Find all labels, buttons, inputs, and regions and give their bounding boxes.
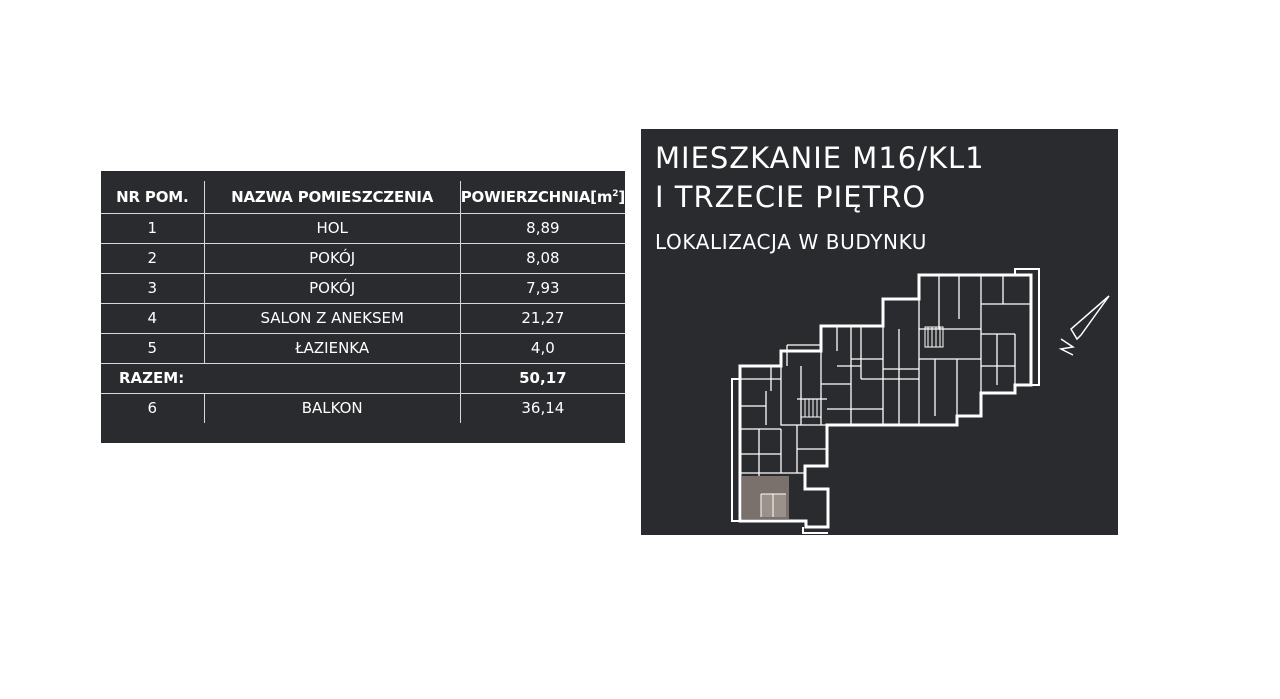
- table-row: [101, 213, 625, 243]
- room-area: 8,89: [460, 213, 625, 243]
- room-number: 1: [101, 213, 204, 243]
- header-room-name: NAZWA POMIESZCZENIA: [204, 181, 460, 213]
- room-number: 3: [101, 273, 204, 303]
- header-room-number: NR POM.: [101, 181, 204, 213]
- floor-title: I TRZECIE PIĘTRO: [655, 180, 927, 214]
- north-arrow-icon: [1061, 296, 1109, 355]
- room-number: 2: [101, 243, 204, 273]
- total-area: 50,17: [460, 363, 625, 393]
- header-area: [460, 181, 625, 213]
- header-area-exponent: 2: [612, 188, 619, 199]
- room-number: 6: [101, 393, 204, 423]
- header-area-label: POWIERZCHNIA[m: [460, 187, 613, 206]
- table-row: [101, 303, 625, 333]
- room-area: 4,0: [460, 333, 625, 363]
- table-row: [101, 243, 625, 273]
- table-row: [101, 393, 625, 423]
- room-name: SALON Z ANEKSEM: [204, 303, 460, 333]
- room-name: POKÓJ: [204, 243, 460, 273]
- room-name: BALKON: [204, 393, 460, 423]
- table-header-row: [101, 181, 625, 213]
- room-area: 21,27: [460, 303, 625, 333]
- total-label: RAZEM:: [101, 363, 204, 393]
- location-subtitle: LOKALIZACJA W BUDYNKU: [655, 230, 928, 254]
- header-area-close: ]: [618, 187, 625, 206]
- apartment-m16-highlight: [742, 476, 789, 519]
- room-number: 4: [101, 303, 204, 333]
- building-floor-plan: [641, 129, 1118, 535]
- location-panel: [641, 129, 1118, 535]
- room-name: ŁAZIENKA: [204, 333, 460, 363]
- room-area: 7,93: [460, 273, 625, 303]
- apartment-title: MIESZKANIE M16/KL1: [655, 141, 985, 175]
- table-row: [101, 333, 625, 363]
- total-row: [101, 363, 625, 393]
- room-name: HOL: [204, 213, 460, 243]
- room-area-table: [101, 171, 625, 443]
- room-name: POKÓJ: [204, 273, 460, 303]
- total-empty-cell: [204, 363, 460, 393]
- table-row: [101, 273, 625, 303]
- room-number: 5: [101, 333, 204, 363]
- room-area: 36,14: [460, 393, 625, 423]
- room-area: 8,08: [460, 243, 625, 273]
- rooms-table: [101, 181, 625, 423]
